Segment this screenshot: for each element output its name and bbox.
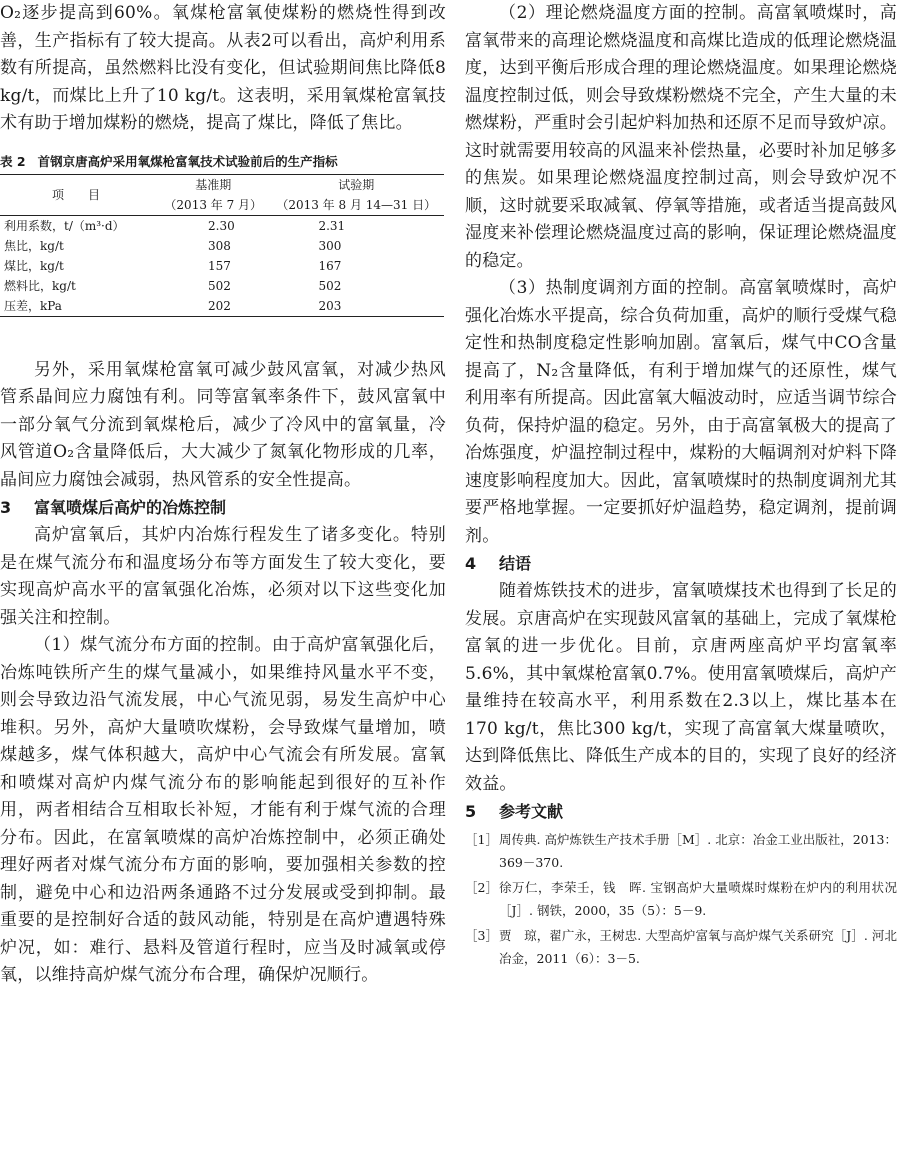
right-column <box>465 0 897 972</box>
production-indicators-table <box>0 174 444 317</box>
section-title: 富氧喷煤后高炉的冶炼控制 <box>34 498 227 517</box>
section-title: 参考文献 <box>499 802 564 821</box>
row-test-value: 300 <box>318 238 342 253</box>
paragraph-o2-increase: O₂逐步提高到60%。氧煤枪富氧使煤粉的燃烧性得到改善，生产指标有了较大提高。从表2可以看出，高炉利用系数有所提高，虽然燃料比没有变化，但试验期间焦比降低8 kg/t，而煤比上升了10 kg/t。这表明，采用氧煤枪富氧技术有助于增加煤粉的燃烧，提高了煤比，降低了焦比。 <box>0 3 446 133</box>
row-test-value: 502 <box>318 278 342 293</box>
table-row <box>0 215 444 236</box>
paragraph-conclusion: 随着炼铁技术的进步，富氧喷煤技术也得到了长足的发展。京唐高炉在实现鼓风富氧的基础上，完成了氧煤枪富氧的进一步优化。目前，京唐两座高炉平均富氧率5.6%，其中氧煤枪富氧0.7%。使用富氧喷煤后，高炉产量维持在较高水平，利用系数在2.3以上，煤比基本在170 kg/t，焦比300 kg/t，实现了高富氧大煤量喷吹，达到降低焦比、降低生产成本的目的，实现了良好的经济效益。 <box>465 581 897 794</box>
table-label: 表 2 <box>0 153 26 169</box>
header-base-date: （2013 年 7 月） <box>158 195 268 216</box>
section-number: 5 <box>465 802 477 821</box>
paragraph-gas-flow-control: （1）煤气流分布方面的控制。由于高炉富氧强化后，冶炼吨铁所产生的煤气量减小，如果维持风量水平不变，则会导致边沿气流发展，中心气流见弱，易发生高炉中心堆积。另外，高炉大量喷吹煤粉，会导致煤气量增加，喷煤越多，煤气体积越大，高炉中心气流会有所发展。富氧和喷煤对高炉内煤气流分布的影响能起到很好的互补作用，两者相结合互相取长补短，才能有利于煤气流的合理分布。因此，在富氧喷煤的高炉冶炼控制中，必须正确处理好两者对煤气流分布方面的影响，要加强相关参数的控制，避免中心和边沿两条通路不过分发展或受到抑制。最重要的是控制好合适的鼓风动能，特别是在高炉遭遇特殊炉况，如：难行、悬料及管道行程时，应当及时减氧或停氧，以维持高炉煤气流分布合理，确保炉况顺行。 <box>0 635 446 985</box>
section-heading-5 <box>465 798 897 826</box>
reference-item <box>465 828 897 874</box>
table-header-row <box>0 174 444 195</box>
reference-number: ［1］ <box>465 832 498 847</box>
row-base-value: 308 <box>208 238 231 253</box>
section-heading-3 <box>0 494 446 522</box>
reference-text: 周传典. 高炉炼铁生产技术手册［M］. 北京：冶金工业出版社，2013：369－370. <box>499 832 898 870</box>
left-column <box>0 0 446 990</box>
row-base-value: 2.30 <box>208 218 235 233</box>
section-number: 3 <box>0 498 12 517</box>
reference-text: 贾 琼，翟广永，王树忠. 大型高炉富氧与高炉煤气关系研究［J］. 河北冶金，2011（6）：3－5. <box>499 928 897 966</box>
row-label: 焦比，kg/t <box>4 238 64 253</box>
header-test-date: （2013 年 8 月 14—31 日） <box>268 195 444 216</box>
row-label: 压差，kPa <box>4 298 62 313</box>
reference-item <box>465 876 897 922</box>
table-row <box>0 296 444 317</box>
row-base-value: 502 <box>208 278 231 293</box>
paragraph-smelting-changes: 高炉富氧后，其炉内冶炼行程发生了诸多变化。特别是在煤气流分布和温度场分布等方面发生了较大变化，要实现高炉高水平的富氧强化冶炼，必须对以下这些变化加强关注和控制。 <box>0 525 446 628</box>
row-base-value: 202 <box>208 298 231 313</box>
table-title: 首钢京唐高炉采用氧煤枪富氧技术试验前后的生产指标 <box>37 153 338 169</box>
header-base: 基准期 <box>195 177 232 192</box>
reference-number: ［3］ <box>465 928 498 943</box>
reference-item <box>465 924 897 970</box>
row-base-value: 157 <box>208 258 231 273</box>
table-row <box>0 256 444 276</box>
header-test: 试验期 <box>338 177 375 192</box>
row-test-value: 203 <box>318 298 342 313</box>
reference-list <box>465 828 897 970</box>
section-heading-4 <box>465 550 897 578</box>
paragraph-thermal-regime-control: （3）热制度调剂方面的控制。高富氧喷煤时，高炉强化冶炼水平提高，综合负荷加重，高炉的顺行受煤气稳定性和热制度稳定性影响加剧。富氧后，煤气中CO含量提高了，N₂含量降低，有利于增加煤气的还原性，煤气利用率有所提高。因此富氧大幅波动时，应适当调节综合负荷，保持炉温的稳定。另外，由于高富氧极大的提高了冶炼强度，炉温控制过程中，煤粉的大幅调剂对炉料下降速度影响程度加大。因此，富氧喷煤时的热制度调剂尤其要严格地掌握。一定要抓好炉温趋势，稳定调剂，提前调剂。 <box>465 278 897 546</box>
table-row <box>0 236 444 256</box>
reference-text: 徐万仁，李荣壬，钱 晖. 宝钢高炉大量喷煤时煤粉在炉内的利用状况［J］. 钢铁，2000，35（5）：5－9. <box>499 880 897 918</box>
table-row <box>0 276 444 296</box>
row-label: 燃料比，kg/t <box>4 278 76 293</box>
row-test-value: 2.31 <box>318 218 346 233</box>
section-title: 结语 <box>499 554 532 573</box>
table-caption <box>0 152 446 170</box>
header-item: 项 目 <box>0 174 158 215</box>
row-test-value: 167 <box>318 258 342 273</box>
reference-number: ［2］ <box>465 880 498 895</box>
row-label: 利用系数，t/（m³·d） <box>4 218 125 233</box>
paragraph-oxygen-lance-benefit: 另外，采用氧煤枪富氧可减少鼓风富氧，对减少热风管系晶间应力腐蚀有利。同等富氧率条件下，鼓风富氧中一部分氧气分流到氧煤枪后，减少了冷风中的富氧量，冷风管道O₂含量降低后，大大减少了氮氧化物形成的几率，晶间应力腐蚀会减弱，热风管系的安全性提高。 <box>0 359 446 490</box>
row-label: 煤比，kg/t <box>4 258 64 273</box>
section-number: 4 <box>465 554 477 573</box>
paragraph-flame-temperature-control: （2）理论燃烧温度方面的控制。高富氧喷煤时，高富氧带来的高理论燃烧温度和高煤比造成的低理论燃烧温度，达到平衡后形成合理的理论燃烧温度。如果理论燃烧温度控制过低，则会导致煤粉燃烧不完全，产生大量的未燃煤粉，严重时会引起炉料加热和还原不足而导致炉凉。这时就需要用较高的风温来补偿热量，必要时补加足够多的焦炭。如果理论燃烧温度控制过高，则会导致炉况不顺，这时就要采取减氧、停氧等措施，或者适当提高鼓风湿度来补偿理论燃烧温度过高的影响，保证理论燃烧温度的稳定。 <box>465 3 897 271</box>
